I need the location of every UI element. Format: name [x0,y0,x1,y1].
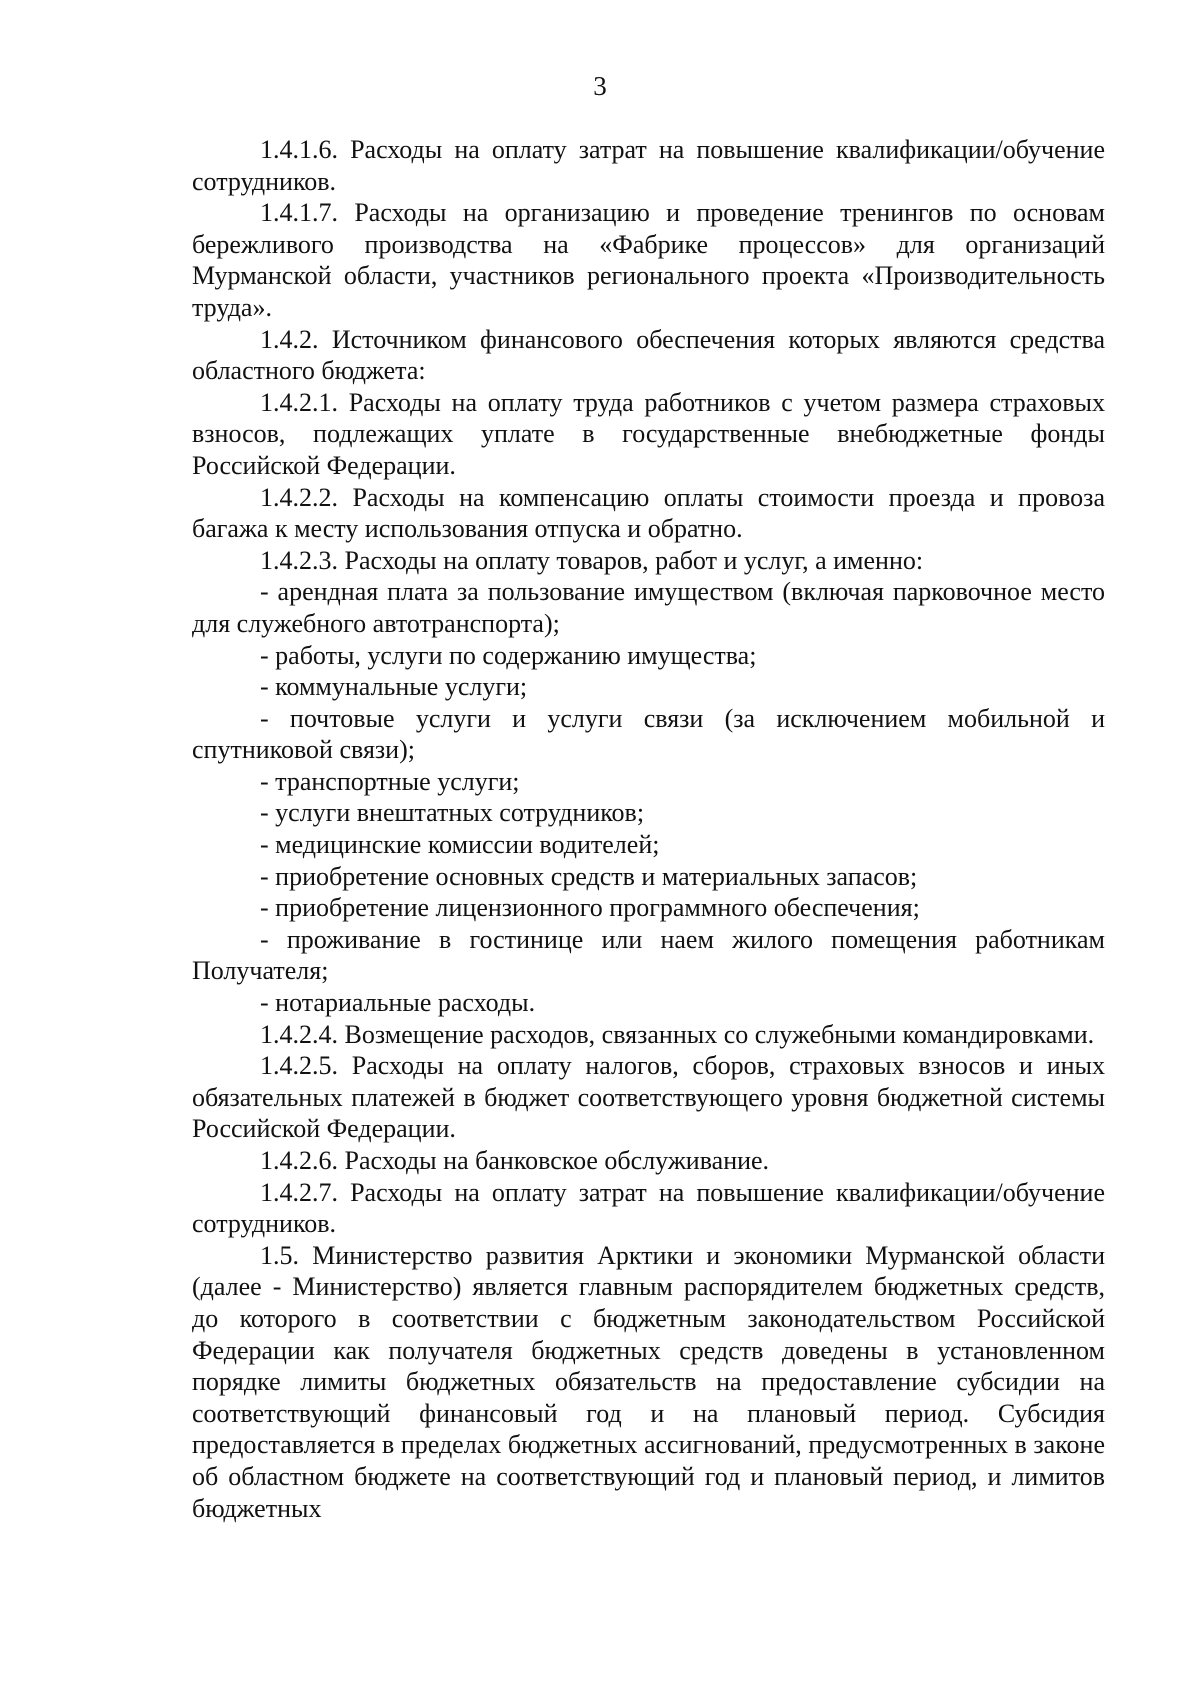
paragraph-1-4-1-6: 1.4.1.6. Расходы на оплату затрат на повышение квалификации/обучение сотрудников. [192,135,1105,196]
paragraph-1-4-2-4: 1.4.2.4. Возмещение расходов, связанных со служебными командировками. [260,1019,1095,1049]
list-item: - медицинские комиссии водителей; [260,830,660,860]
paragraph-1-5: 1.5. Министерство развития Арктики и экономики Мурманской области (далее - Министерство) является главным распорядителем бюджетных средств, до которого в соответствии с бюджетным законодательством Российской Федерации как получателя бюджетных средств доведены в установленном порядке лимиты бюджетных обязательств на предоставление субсидии на соответствующий финансовый год и на плановый период. Субсидия предоставляется в пределах бюджетных ассигнований, предусмотренных в законе об областном бюджете на соответствующий год и плановый период, и лимитов бюджетных [192,1240,1105,1523]
page-number: 3 [593,71,607,101]
list-item: - арендная плата за пользование имуществом (включая парковочное место для служебного автотранспорта); [192,577,1105,638]
paragraph-1-4-2-1: 1.4.2.1. Расходы на оплату труда работников с учетом размера страховых взносов, подлежащих уплате в государственные внебюджетные фонды Российской Федерации. [192,387,1105,480]
paragraph-1-4-2-6: 1.4.2.6. Расходы на банковское обслуживание. [260,1146,770,1175]
paragraph-1-4-2-3: 1.4.2.3. Расходы на оплату товаров, работ и услуг, а именно: [260,545,924,575]
list-item: - работы, услуги по содержанию имущества; [260,640,757,670]
list-item: - проживание в гостинице или наем жилого помещения работникам Получателя; [192,924,1105,986]
paragraph-1-4-2-7: 1.4.2.7. Расходы на оплату затрат на повышение квалификации/обучение сотрудников. [192,1177,1105,1239]
list-item: - коммунальные услуги; [260,672,528,702]
list-item: - транспортные услуги; [260,766,520,796]
paragraph-1-4-2-5: 1.4.2.5. Расходы на оплату налогов, сборов, страховых взносов и иных обязательных платежей в бюджет соответствующего уровня бюджетной системы Российской Федерации. [192,1051,1105,1144]
paragraph-1-4-2-2: 1.4.2.2. Расходы на компенсацию оплаты стоимости проезда и провоза багажа к месту использования отпуска и обратно. [192,482,1105,544]
list-item: - почтовые услуги и услуги связи (за исключением мобильной и спутниковой связи); [192,703,1105,765]
document-body [192,134,1105,1524]
list-item: - приобретение основных средств и материальных запасов; [260,861,918,891]
list-item: - приобретение лицензионного программного обеспечения; [260,893,920,923]
paragraph-1-4-2: 1.4.2. Источником финансового обеспечения которых являются средства областного бюджета: [192,324,1105,386]
paragraph-1-4-1-7: 1.4.1.7. Расходы на организацию и проведение тренингов по основам бережливого производства на «Фабрике процессов» для организаций Мурманской области, участников регионального проекта «Производительность труда». [192,198,1105,322]
list-item: - услуги внештатных сотрудников; [260,798,645,828]
list-item: - нотариальные расходы. [260,988,536,1018]
